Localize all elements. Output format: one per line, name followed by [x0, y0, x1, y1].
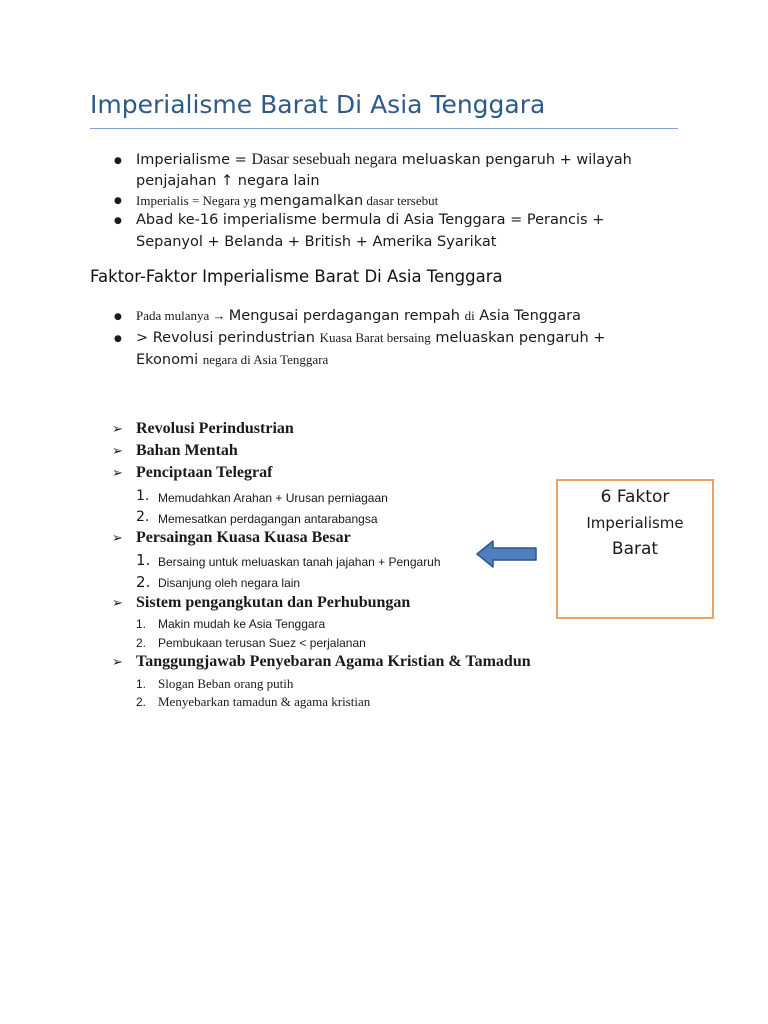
sub-item-number: 1. — [136, 488, 150, 504]
sub-item-number: 2. — [136, 509, 150, 525]
text-run: negara di Asia Tenggara — [202, 352, 329, 367]
callout-line-1: 6 Faktor — [600, 487, 670, 507]
text-run: meluaskan pengaruh + — [430, 330, 606, 346]
sub-item: Pembukaan terusan Suez < perjalanan — [158, 636, 366, 650]
factor-item: Persaingan Kuasa Kuasa Besar — [136, 529, 351, 546]
callout-box — [556, 479, 714, 619]
sub-item-number: 1. — [136, 551, 151, 569]
text-run: Ekonomi — [136, 352, 203, 368]
sub-item: Slogan Beban orang putih — [158, 676, 294, 691]
intro-bullet-1-cont: penjajahan ↑ negara lain — [136, 173, 320, 189]
factor-intro-bullet-2 — [136, 329, 605, 347]
bullet-icon: ● — [114, 312, 122, 322]
factor-item: Tanggungjawab Penyebaran Agama Kristian & Tamadun — [136, 653, 531, 670]
text-run: > Revolusi perindustrian — [136, 330, 320, 346]
sub-item: Bersaing untuk meluaskan tanah jajahan + Pengaruh — [158, 555, 441, 569]
factor-item: Sistem pengangkutan dan Perhubungan — [136, 594, 411, 611]
text-run: Mengusai perdagangan rempah — [228, 308, 465, 324]
text-run: Imperialisme = — [136, 152, 252, 168]
text-run: dasar tersebut — [363, 193, 439, 208]
section-heading: Faktor-Faktor Imperialisme Barat Di Asia Tenggara — [90, 267, 503, 286]
factor-item: Penciptaan Telegraf — [136, 464, 273, 481]
factor-item: Bahan Mentah — [136, 442, 238, 459]
intro-bullet-1 — [136, 151, 632, 169]
sub-item: Memudahkan Arahan + Urusan perniagaan — [158, 491, 388, 505]
left-arrow-icon — [476, 539, 538, 569]
bullet-icon: ● — [114, 216, 122, 226]
text-run: Asia Tenggara — [474, 308, 581, 324]
arrow-bullet-icon: ➢ — [112, 422, 123, 437]
arrow-bullet-icon: ➢ — [112, 596, 123, 611]
text-run: Dasar sesebuah negara — [251, 151, 398, 168]
arrow-bullet-icon: ➢ — [112, 466, 123, 481]
sub-item-number: 2. — [136, 636, 147, 650]
sub-item-number: 2. — [136, 695, 147, 709]
sub-item: Makin mudah ke Asia Tenggara — [158, 617, 326, 631]
intro-bullet-2 — [136, 192, 438, 210]
sub-item: Menyebarkan tamadun & agama kristian — [158, 694, 371, 709]
text-run: meluaskan pengaruh + wilayah — [397, 152, 632, 168]
text-run: Kuasa Barat bersaing — [319, 330, 431, 345]
bullet-icon: ● — [114, 334, 122, 344]
arrow-bullet-icon: ➢ — [112, 444, 123, 459]
callout-line-2: Imperialisme — [586, 514, 684, 532]
text-run: di — [464, 308, 475, 323]
callout-line-3: Barat — [611, 539, 659, 559]
sub-item-number: 1. — [136, 617, 147, 631]
intro-bullet-3-cont: Sepanyol + Belanda + British + Amerika Syarikat — [136, 234, 497, 250]
text-run: Pada mulanya → — [136, 308, 229, 323]
factor-intro-bullet-1 — [136, 307, 581, 325]
page-title: Imperialisme Barat Di Asia Tenggara — [90, 90, 546, 119]
bullet-icon: ● — [114, 196, 122, 206]
arrow-bullet-icon: ➢ — [112, 655, 123, 670]
intro-bullet-3: Abad ke-16 imperialisme bermula di Asia Tenggara = Perancis + — [136, 212, 605, 228]
text-run: mengamalkan — [259, 193, 364, 209]
sub-item-number: 1. — [136, 677, 147, 691]
text-run: Imperialis = Negara yg — [136, 193, 260, 208]
sub-item: Disanjung oleh negara lain — [158, 576, 301, 590]
sub-item-number: 2. — [136, 573, 151, 591]
title-underline — [90, 128, 678, 129]
bullet-icon: ● — [114, 156, 122, 166]
factor-item: Revolusi Perindustrian — [136, 420, 294, 437]
arrow-bullet-icon: ➢ — [112, 531, 123, 546]
sub-item: Memesatkan perdagangan antarabangsa — [158, 512, 378, 526]
factor-intro-bullet-2-cont — [136, 351, 328, 369]
